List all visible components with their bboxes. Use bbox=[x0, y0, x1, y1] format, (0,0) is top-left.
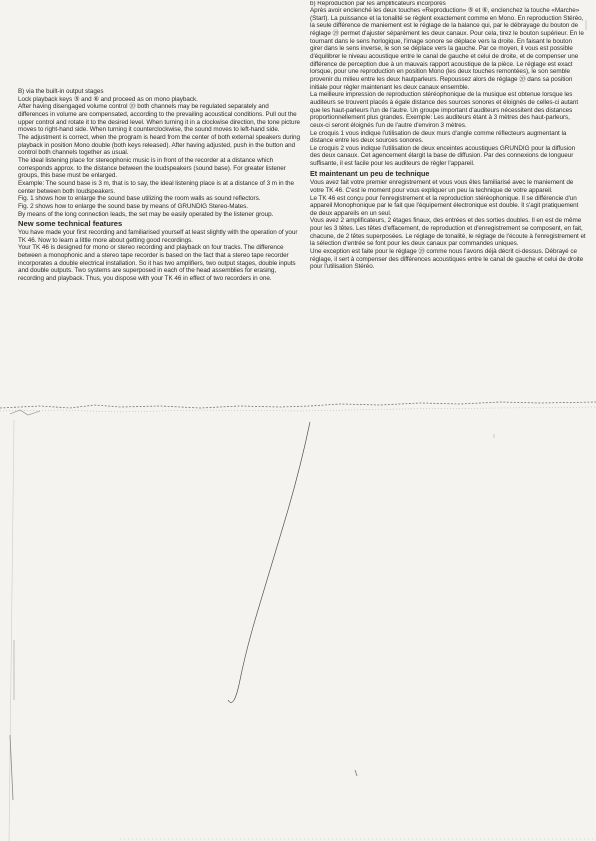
page-fold bbox=[0, 394, 596, 418]
cut-off-heading: b) Reproduction par les amplificateurs incorporés bbox=[310, 1, 446, 7]
paragraph: Une exception est faite pour le réglage ⑳ comme nous l'avons déjà décrit ci-dessus. Débrayé ce réglage, il sert à compenser des différences acoustiques entre le canal de gauche et celui de droite pour l'utilisation Stéréo. bbox=[310, 248, 584, 271]
paragraph: Vous avez 2 amplificateurs, 2 étages finaux, des entrées et des sorties doubles. Il en est de même pour les 3 têtes. Les têtes d'effacement, de reproduction et d'enregistrement se composent, en fait, chacune, de 2 têtes superposées. Le réglage de tonalité, le réglage de l'écoute à l'enregistrement et la sélection d'entrée se font pour les deux canaux par commandes uniques. bbox=[310, 217, 586, 248]
paragraph: By means of the long connection leads, the set may be easily operated by the listener group. bbox=[18, 210, 274, 218]
english-column bbox=[18, 88, 300, 283]
paragraph: You have made your first recording and familiarised yourself at least slightly with the operation of your TK 46. Now to learn a little more about getting good recordings. bbox=[18, 229, 298, 244]
paragraph: Fig. 2 shows how to enlarge the sound base by means of GRUNDIG Stereo-Mates. bbox=[18, 202, 248, 210]
fold-line-graphic bbox=[0, 394, 596, 418]
section-heading: New some technical features bbox=[18, 219, 123, 229]
french-column bbox=[310, 2, 586, 271]
paragraph: La meilleure impression de reproduction stéréophonique de la musique est obtenue lorsque les auditeurs se trouvent placés à égale distance des sources sonores et éloignés de celles-ci autant que les haut-parleurs l'un de l'autre. Un groupe important d'auditeurs nécessitent des distances proportionnellement plus grandes. Exemple: Les auditeurs étant à 3 mètres des haut-parleurs, ceux-ci seront éloignés l'un de l'autre d'environ 3 mètres. bbox=[310, 91, 579, 129]
paragraph: B) via the built-in output stages bbox=[18, 88, 104, 95]
paragraph: Le TK 46 est conçu pour l'enregistrement et la reproduction stéréophonique. Il se différencie d'un appareil Monophonique par le fait que l'équipement électronique est double. Il s'agit pratiquement de deux appareils en un seul. bbox=[310, 194, 579, 217]
paragraph: Le croquis 1 vous indique l'utilisation de deux murs d'angle comme réflecteurs augmentant la distance entre les deux sources sonores. bbox=[310, 129, 567, 145]
paragraph: Après avoir enclenché les deux touches «Reproduction» ⑤ et ⑥, enclenchez la touche «Marche» (Start). La puissance et la tonalité se règlent exactement comme en Mono. En reproduction Stéréo, la seule différence de maniement est le réglage de la balance qui, par le débrayage du bouton de réglage ⑳ permet d'ajuster séparément les deux canaux. Pour cela, tirez le bouton supérieur. En le tournant dans le sens horlogique, l'image sonore se déplace vers la droite. En faisant le bouton girer dans le sens inverse, le son se déplace vers la gauche. Par ce moyen, il vous est possible d'équilibrer le niveau acoustique entre le canal de gauche et celui de droite, et de compenser une différence de perception due à un mauvais rapport acoustique de la pièce. Le réglage est exact lorsque, pour une reproduction en position Mono (les deux touches remontées), le son semble provenir du milieu entre les deux hautparleurs. Repoussez alors de réglage ⑳ dans sa position initiale pour régler maintenant les deux canaux ensemble. bbox=[310, 7, 584, 91]
section-heading: Et maintenant un peu de technique bbox=[310, 168, 430, 178]
paragraph: Example: The sound base is 3 m, that is to say, the ideal listening place is at a distance of 3 m in the center between both loudspeakers. bbox=[18, 179, 294, 195]
paragraph: The adjustment is correct, when the program is heard from the center of both external speakers during playback in position Mono double (both keys released). After having adjusted, push in the button and control both channels together as usual. bbox=[18, 133, 300, 157]
paragraph: The ideal listening place for stereophonic music is in front of the recorder at a distance which corresponds approx. to the distance between the loudspeakers (sound base). For greater listener groups, this base must be enlarged. bbox=[18, 156, 286, 180]
paragraph: Your TK 46 is designed for mono or stereo recording and playback on four tracks. The difference between a monophonic and a stereo tape recorder is based on the fact that a stereo tape recorder incorporates a double electrical installation. So it has two amplifiers, two output stages, double inputs and double outputs. Two systems are superposed in each of the head assemblies for erasing, recording and playback. Thus, you dispose with your TK 46 in effect of two recorders in one. bbox=[18, 244, 296, 283]
paragraph: Fig. 1 shows how to enlarge the sound base utilizing the room walls as sound reflectors. bbox=[18, 195, 261, 203]
paragraph: After having disengaged volume control ⑳ both channels may be regulated separately and differences in volume are compensated, according to the prevailing acoustical conditions. Pull out the upper control and rotate it to the desired level. When turning it in a clockwise direction, the tone picture moves to right-hand side. When turning it counterclockwise, the sound moves to left-hand side. bbox=[18, 103, 300, 134]
paragraph: Lock playback keys ⑤ and ⑥ and proceed as on mono playback. bbox=[18, 95, 198, 103]
paragraph: Vous avez fait votre premier enregistrement et vous vous êtes familiarisé avec le maniement de votre TK 46. C'est le moment pour vous expliquer un peu la technique de votre appareil. bbox=[310, 179, 574, 194]
paragraph: Le croquis 2 vous indique l'utilisation de deux enceintes acoustiques GRUNDIG pour la diffusion des deux canaux. Cet agencement élargit la base de diffusion. Par des connexions de longueur suffisante, il est facile pour les auditeurs de régler l'appareil. bbox=[310, 144, 576, 168]
